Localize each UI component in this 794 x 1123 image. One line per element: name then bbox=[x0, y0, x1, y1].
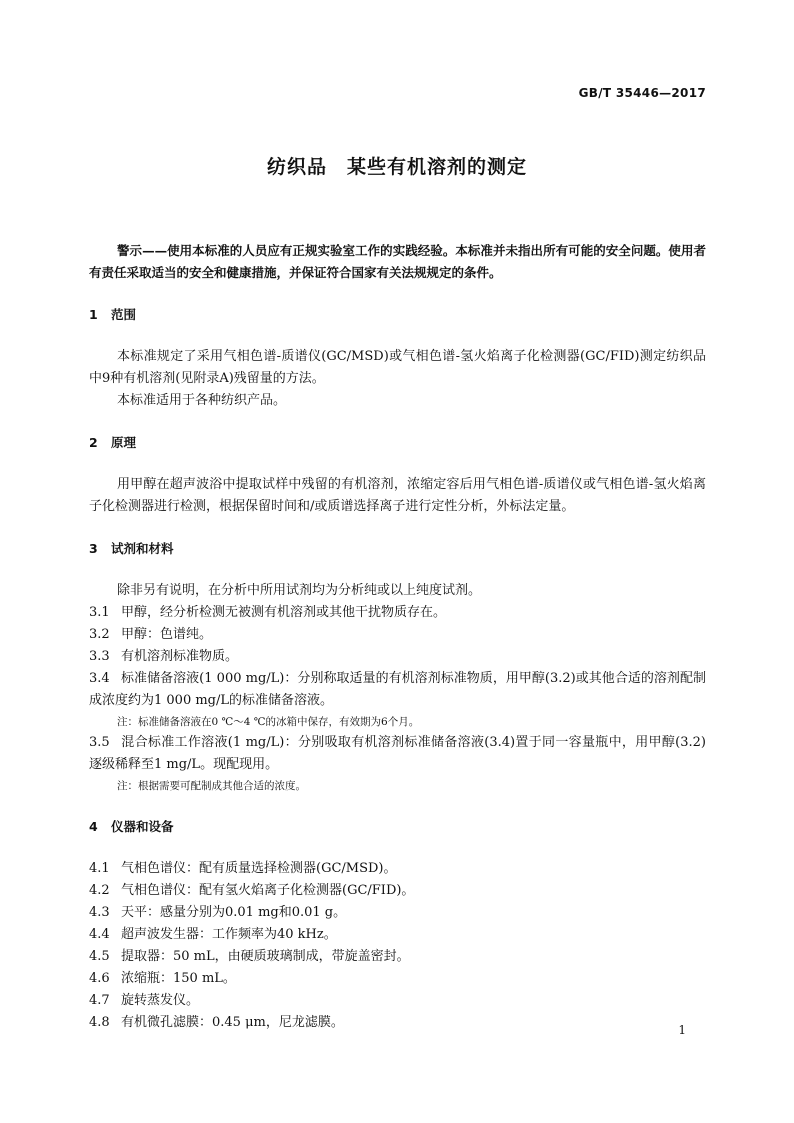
list-item bbox=[89, 668, 706, 712]
scope-paragraph: 本标准规定了采用气相色谱-质谱仪(GC/MSD)或气相色谱-氢火焰离子化检测器(GC/FID)测定纺织品中9种有机溶剂(见附录A)残留量的方法。 bbox=[89, 349, 706, 386]
list-item bbox=[89, 858, 706, 880]
item-number: 4.4 bbox=[89, 927, 110, 942]
document-body bbox=[89, 240, 706, 1034]
list-item bbox=[89, 732, 706, 776]
list-item bbox=[89, 880, 706, 902]
list-item bbox=[89, 946, 706, 968]
section-heading-scope bbox=[89, 304, 706, 326]
item-text: 甲醇，经分析检测无被测有机溶剂或其他干扰物质存在。 bbox=[121, 605, 447, 620]
item-number: 3.5 bbox=[89, 735, 110, 750]
item-number: 4.3 bbox=[89, 905, 110, 920]
item-number: 4.7 bbox=[89, 993, 110, 1008]
principle-paragraph: 用甲醇在超声波浴中提取试样中残留的有机溶剂，浓缩定容后用气相色谱-质谱仪或气相色谱-氢火焰离子化检测器进行检测，根据保留时间和/或质谱选择离子进行定性分析，外标法定量。 bbox=[89, 477, 706, 514]
section-number: 2 bbox=[89, 435, 98, 450]
scope-paragraph: 本标准适用于各种纺织产品。 bbox=[117, 393, 287, 408]
item-number: 4.8 bbox=[89, 1015, 110, 1030]
standard-code: GB/T 35446—2017 bbox=[578, 86, 706, 100]
item-number: 4.5 bbox=[89, 949, 110, 964]
list-item bbox=[89, 990, 706, 1012]
section-title: 试剂和材料 bbox=[111, 541, 174, 556]
list-item bbox=[89, 1012, 706, 1034]
section-title: 仪器和设备 bbox=[111, 819, 174, 834]
note: 注：根据需要可配制成其他合适的浓度。 bbox=[117, 780, 306, 792]
item-number: 3.3 bbox=[89, 649, 110, 664]
item-text: 混合标准工作溶液(1 mg/L)：分别吸取有机溶剂标准储备溶液(3.4)置于同一容量瓶中，用甲醇(3.2)逐级稀释至1 mg/L。现配现用。 bbox=[89, 735, 706, 772]
item-text: 有机微孔滤膜：0.45 μm，尼龙滤膜。 bbox=[121, 1015, 344, 1030]
section-title: 原理 bbox=[111, 435, 137, 450]
list-item bbox=[89, 624, 706, 646]
list-item bbox=[89, 902, 706, 924]
section-number: 3 bbox=[89, 541, 98, 556]
section-heading-reagents bbox=[89, 538, 706, 560]
section-heading-principle bbox=[89, 432, 706, 454]
warning-notice: 警示——使用本标准的人员应有正规实验室工作的实践经验。本标准并未指出所有可能的安全问题。使用者有责任采取适当的安全和健康措施，并保证符合国家有关法规规定的条件。 bbox=[89, 243, 706, 280]
item-text: 标准储备溶液(1 000 mg/L)：分别称取适量的有机溶剂标准物质，用甲醇(3.2)或其他合适的溶剂配制成浓度约为1 000 mg/L的标准储备溶液。 bbox=[89, 671, 706, 708]
page-number: 1 bbox=[678, 1023, 686, 1037]
section-number: 1 bbox=[89, 307, 98, 322]
item-number: 3.1 bbox=[89, 605, 110, 620]
item-text: 浓缩瓶：150 mL。 bbox=[121, 971, 236, 986]
section-heading-apparatus bbox=[89, 816, 706, 838]
list-item bbox=[89, 924, 706, 946]
document-title: 纺织品 某些有机溶剂的测定 bbox=[266, 156, 527, 178]
list-item bbox=[89, 968, 706, 990]
item-text: 有机溶剂标准物质。 bbox=[121, 649, 239, 664]
list-item bbox=[89, 602, 706, 624]
list-item bbox=[89, 646, 706, 668]
item-text: 超声波发生器：工作频率为40 kHz。 bbox=[121, 927, 337, 942]
item-number: 3.4 bbox=[89, 671, 110, 686]
note: 注：标准储备溶液在0 ℃～4 ℃的冰箱中保存，有效期为6个月。 bbox=[117, 716, 420, 728]
item-number: 4.6 bbox=[89, 971, 110, 986]
item-text: 旋转蒸发仪。 bbox=[121, 993, 200, 1008]
reagents-intro: 除非另有说明，在分析中所用试剂均为分析纯或以上纯度试剂。 bbox=[117, 583, 482, 598]
item-text: 气相色谱仪：配有氢火焰离子化检测器(GC/FID)。 bbox=[121, 883, 415, 898]
item-text: 气相色谱仪：配有质量选择检测器(GC/MSD)。 bbox=[121, 861, 397, 876]
section-number: 4 bbox=[89, 819, 98, 834]
item-number: 4.2 bbox=[89, 883, 110, 898]
item-text: 天平：感量分别为0.01 mg和0.01 g。 bbox=[121, 905, 347, 920]
item-number: 4.1 bbox=[89, 861, 110, 876]
item-number: 3.2 bbox=[89, 627, 110, 642]
section-title: 范围 bbox=[111, 307, 137, 322]
item-text: 提取器：50 mL，由硬质玻璃制成，带旋盖密封。 bbox=[121, 949, 410, 964]
item-text: 甲醇：色谱纯。 bbox=[121, 627, 213, 642]
